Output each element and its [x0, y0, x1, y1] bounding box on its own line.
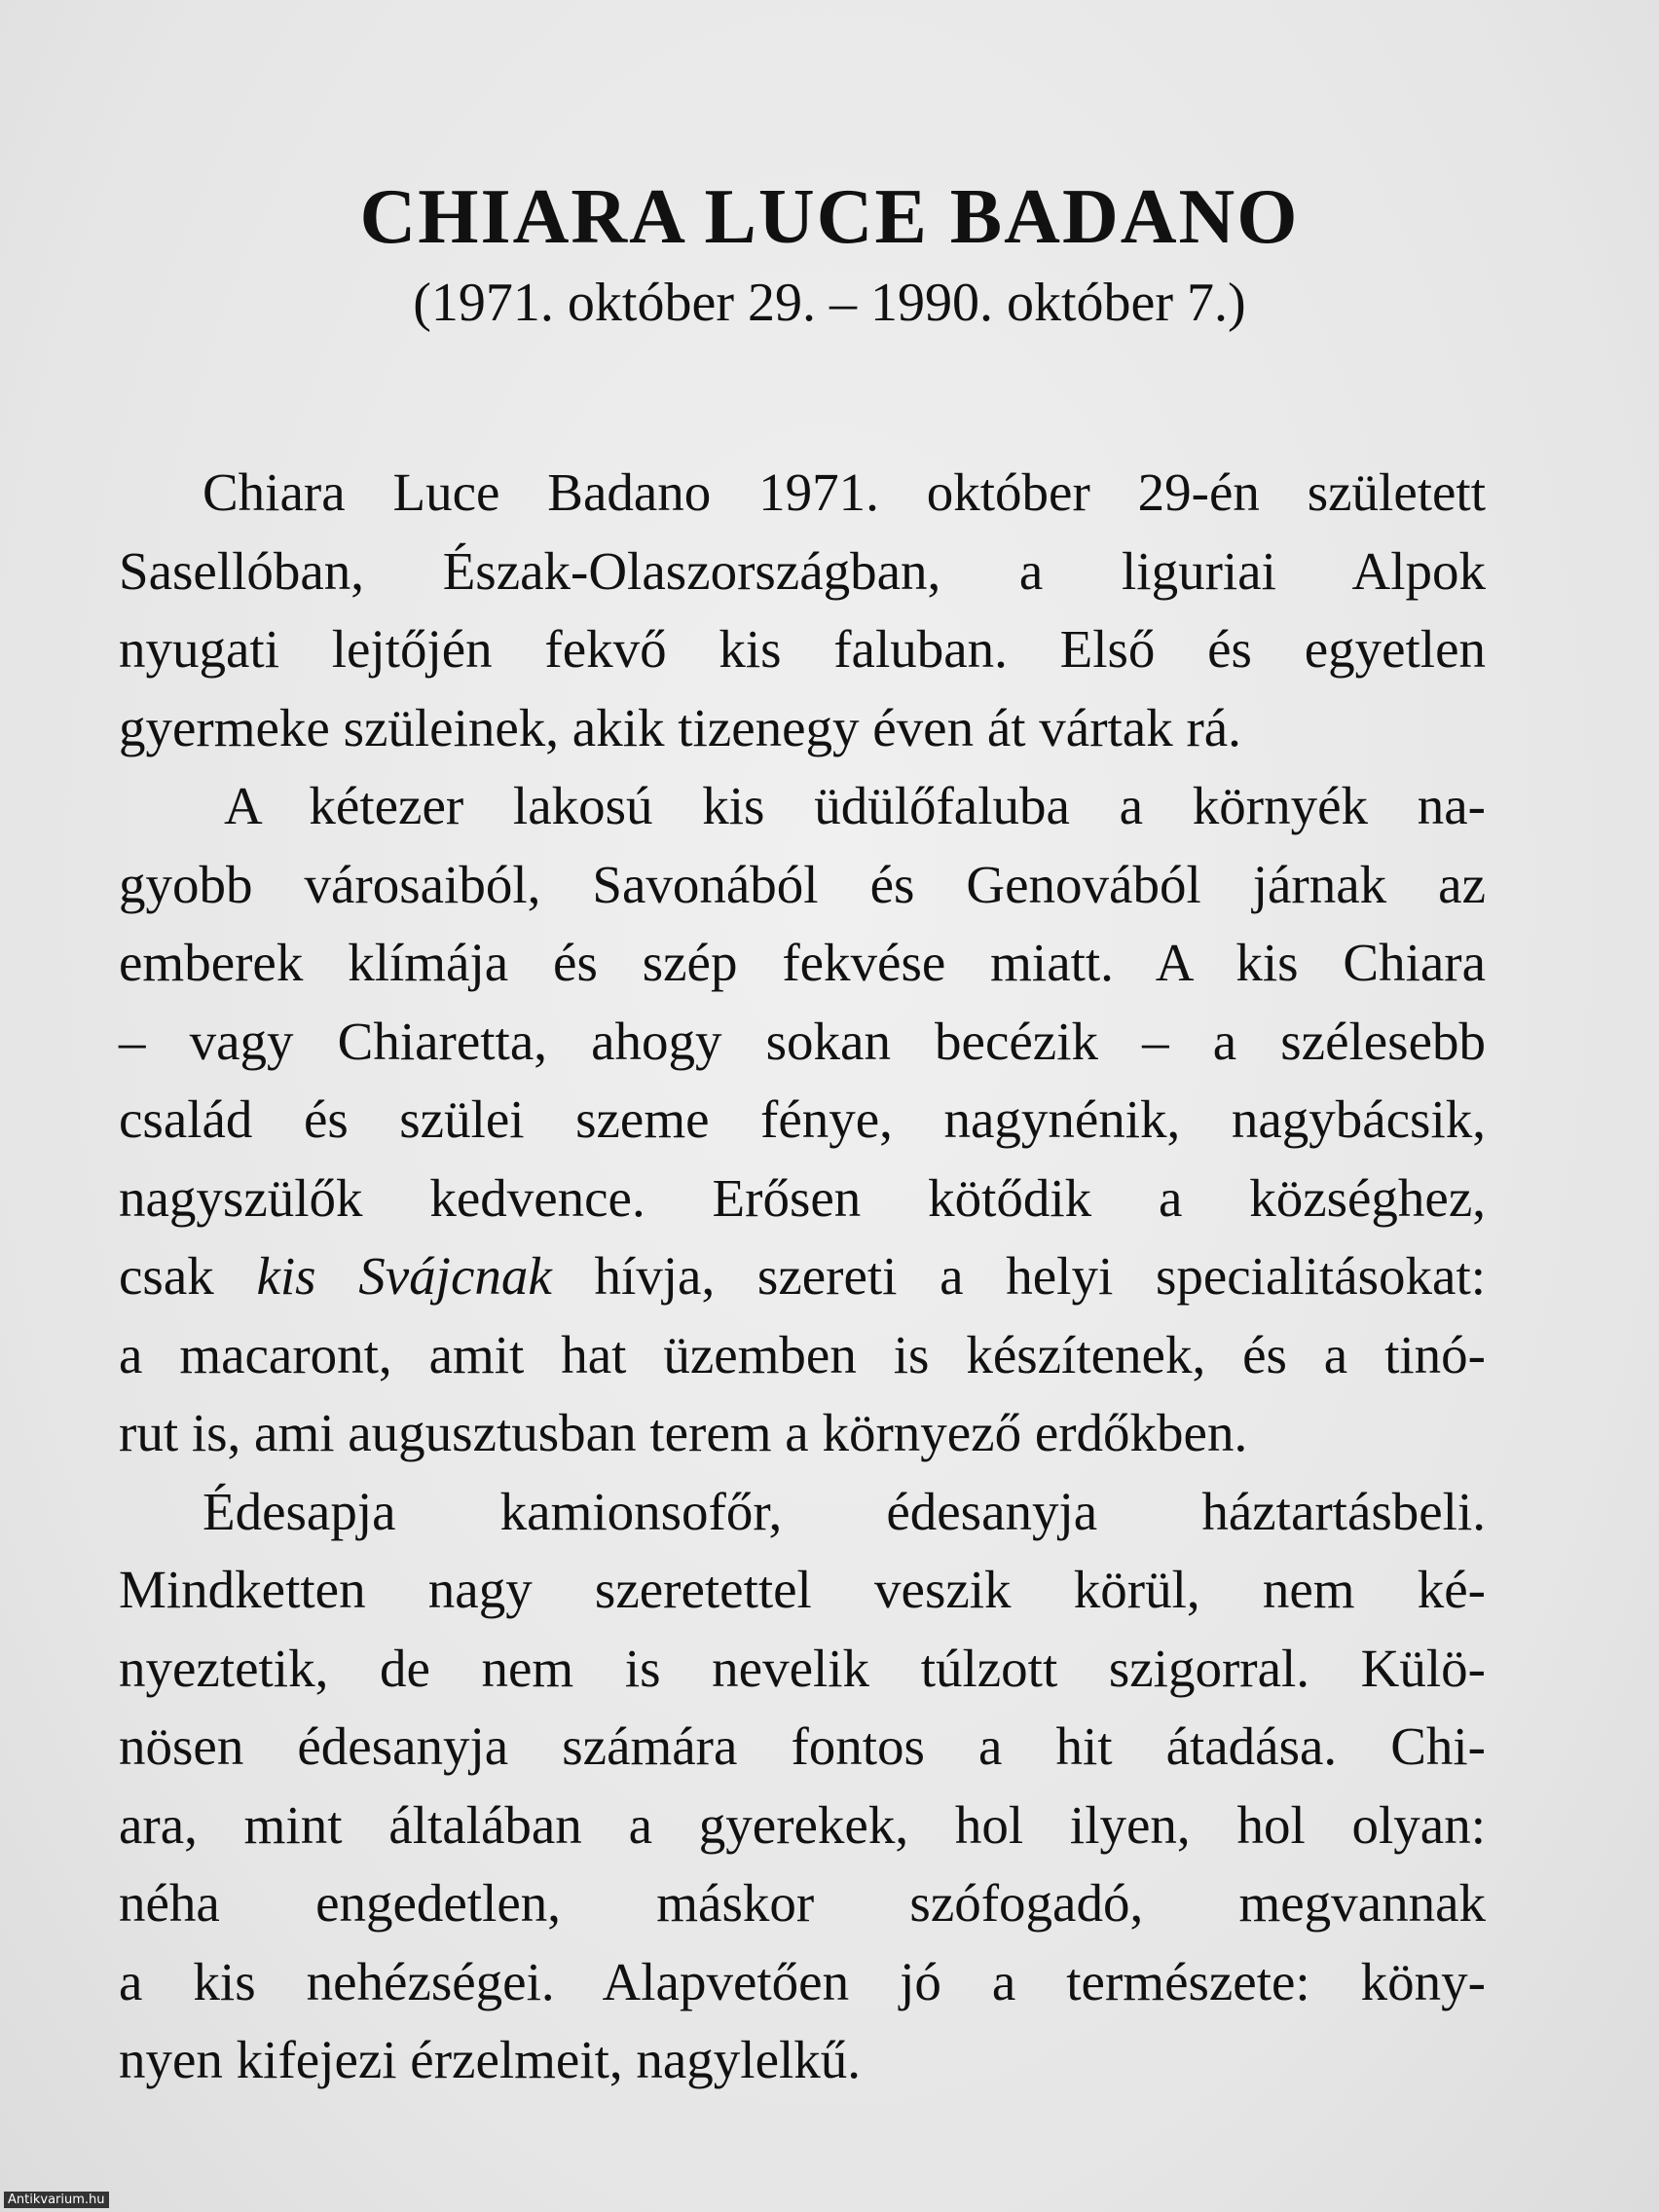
text-line: gyermeke szüleinek, akik tizenegy éven át vártak rá.	[119, 697, 1241, 757]
text-segment: csak	[119, 1246, 214, 1306]
body-text	[119, 454, 1486, 2100]
text-line: gyobb városaiból, Savonából és Genovából járnak az	[119, 854, 1486, 914]
text-line: emberek klímája és szép fekvése miatt. A kis Chiara	[119, 933, 1486, 992]
watermark: Antikvarium.hu	[4, 2192, 109, 2208]
text-line: néha engedetlen, máskor szófogadó, megvannak	[119, 1873, 1486, 1933]
text-line: nyen kifejezi érzelmeit, nagylelkű.	[119, 2030, 862, 2089]
text-line: család és szülei szeme fénye, nagynénik, nagybácsik,	[119, 1089, 1486, 1149]
italic-phrase: kis Svájcnak	[256, 1246, 552, 1306]
text-segment: hívja, szereti a helyi specialitásokat:	[594, 1246, 1487, 1306]
text-line: A kétezer lakosú kis üdülőfaluba a környék na-	[224, 776, 1486, 835]
text-line: rut is, ami augusztusban terem a környező erdőkben.	[119, 1403, 1248, 1462]
page-subtitle: (1971. október 29. – 1990. október 7.)	[413, 273, 1246, 333]
text-line: Sasellóban, Észak-Olaszországban, a liguriai Alpok	[119, 540, 1486, 601]
text-line: nyeztetik, de nem is nevelik túlzott szigorral. Külö-	[119, 1638, 1486, 1698]
text-line: a kis nehézségei. Alapvetően jó a természete: köny-	[119, 1951, 1486, 2011]
text-line: nagyszülők kedvence. Erősen kötődik a községhez,	[119, 1167, 1486, 1228]
text-line: – vagy Chiaretta, ahogy sokan becézik – a szélesebb	[119, 1011, 1486, 1071]
text-line: Mindketten nagy szeretettel veszik körül, nem ké-	[119, 1560, 1486, 1619]
text-line: nyugati lejtőjén fekvő kis faluban. Első és egyetlen	[119, 619, 1486, 679]
text-line: ara, mint általában a gyerekek, hol ilyen, hol olyan:	[119, 1794, 1486, 1855]
text-line-mixed	[119, 1237, 1486, 1316]
text-line: Édesapja kamionsofőr, édesanyja háztartásbeli.	[203, 1481, 1486, 1541]
text-line: nösen édesanyja számára fontos a hit átadása. Chi-	[119, 1716, 1486, 1776]
text-line: Chiara Luce Badano 1971. október 29-én született	[203, 462, 1486, 522]
text-line: a macaront, amit hat üzemben is készítenek, és a tinó-	[119, 1324, 1486, 1384]
page-title: CHIARA LUCE BADANO	[359, 174, 1300, 260]
